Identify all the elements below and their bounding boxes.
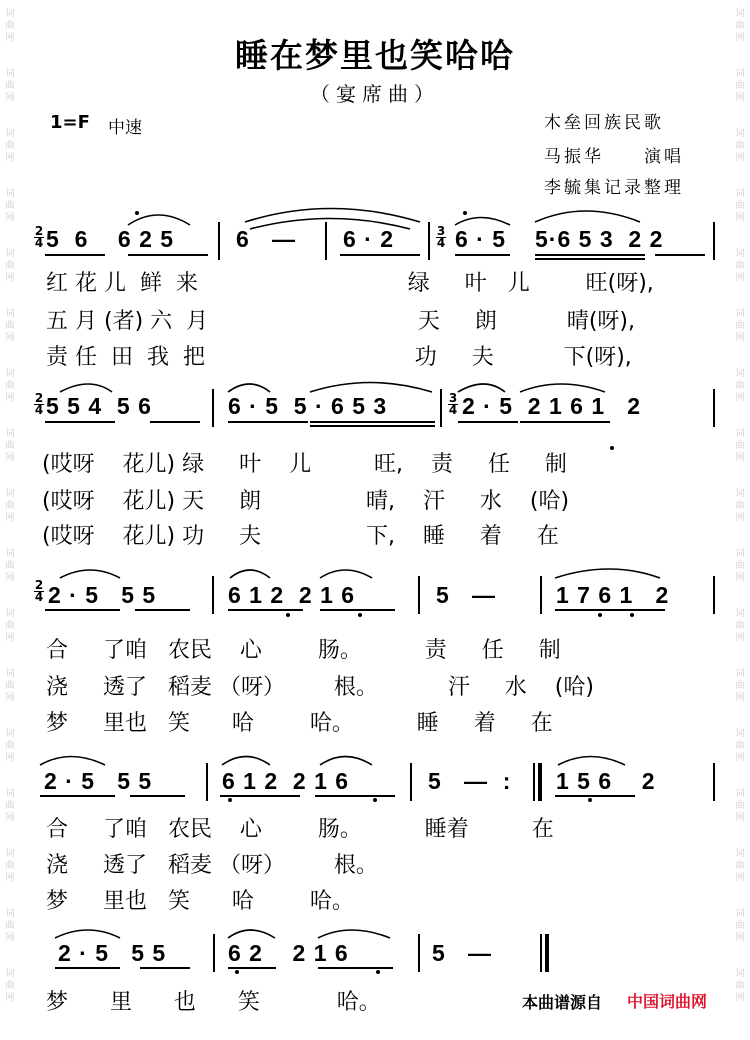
notes-measure: 6 2 2 1 6 [228,940,349,966]
barline [206,763,208,801]
watermark-glyph: 曲 [5,381,15,391]
slur [230,570,270,578]
key-signature: 1=F [50,112,90,133]
watermark-glyph: 曲 [735,201,745,211]
barline [213,934,215,972]
watermark-glyph: 曲 [735,21,745,31]
watermark-glyph: 曲 [735,801,745,811]
watermark-glyph: 曲 [5,81,15,91]
watermark-glyph: 网 [5,813,15,823]
beam [318,967,393,969]
lyric-line: 责 任 田 我 把 功 夫 下(呀), [46,345,632,370]
notes-measure: 5·6 5 3 2 2 [535,226,664,252]
watermark-glyph: 词 [735,849,745,859]
watermark-glyph: 网 [5,513,15,523]
watermark-glyph: 网 [735,693,745,703]
final-barline-thick [545,934,549,972]
repeat-barline [533,763,535,801]
time-signature: 3 4 [448,391,458,417]
lyric-line: 梦 里也 笑 哈 哈。 [46,889,354,914]
watermark-glyph: 词 [5,69,15,79]
watermark-glyph: 词 [5,549,15,559]
watermark-glyph: 曲 [5,321,15,331]
credit-origin: 木垒回族民歌 [544,113,664,133]
barline [325,222,327,260]
watermark-glyph: 词 [5,249,15,259]
slur [310,383,432,393]
watermark-glyph: 网 [735,153,745,163]
watermark-glyph: 曲 [5,21,15,31]
lyric-line: (哎呀 花儿) 天 朗 晴, 汗 水 (哈) [42,489,570,514]
octave-dot [463,211,467,215]
watermark-glyph: 网 [5,153,15,163]
watermark-glyph: 曲 [735,981,745,991]
beam [228,609,303,611]
barline [713,222,715,260]
barline [410,763,412,801]
watermark-glyph: 词 [735,609,745,619]
watermark-glyph: 曲 [735,261,745,271]
beam [40,795,115,797]
notes-measure: 6 1 2 2 1 6 [228,582,356,608]
watermark-glyph: 网 [5,453,15,463]
watermark-glyph: 词 [5,189,15,199]
watermark-glyph: 曲 [735,861,745,871]
beam [135,609,190,611]
octave-dot [588,798,592,802]
notes-measure: 1 5 6 2 [556,768,656,794]
watermark-glyph: 词 [5,729,15,739]
beam [655,254,705,256]
octave-dot [358,613,362,617]
slur [228,930,275,938]
octave-dot [610,446,614,450]
watermark-glyph: 曲 [735,561,745,571]
watermark-glyph: 网 [5,33,15,43]
slur [320,757,372,766]
watermark-glyph: 曲 [735,501,745,511]
barline [713,389,715,427]
watermark-glyph: 网 [5,993,15,1003]
barline [218,222,220,260]
watermark-glyph: 曲 [5,981,15,991]
slur [320,570,372,578]
watermark-glyph: 网 [5,573,15,583]
octave-dot [135,211,139,215]
notes-measure: 6 1 2 2 1 6 [222,768,350,794]
credit-transcriber: 李毓集记录整理 [544,178,684,198]
watermark-glyph: 词 [735,909,745,919]
slur [520,384,605,392]
barline [440,389,442,427]
watermark-glyph: 网 [5,933,15,943]
octave-dot [630,613,634,617]
lyric-line: (哎呀 花儿) 功 夫 下, 睡 着 在 [42,524,559,549]
watermark-glyph: 词 [735,969,745,979]
slur [60,384,112,392]
watermark-glyph: 词 [5,129,15,139]
lyric-line: 梦 里 也 笑 哈。 [46,990,381,1015]
lyric-line: 五 月 (者) 六 月 天 朗 晴(呀), [46,309,635,334]
beam [320,609,395,611]
beam [455,254,510,256]
notes-measure: 2 · 5 5 5 [44,768,153,794]
octave-dot [228,798,232,802]
beam [535,254,645,256]
slur [535,211,640,222]
notes-measure: 2 · 5 5 5 [58,940,167,966]
tempo-marking: 中速 [108,118,142,138]
watermark-glyph: 词 [5,609,15,619]
watermark-glyph: 词 [5,489,15,499]
time-signature: 2 4 [34,224,44,250]
notes-measure: 5 — : [428,768,512,794]
lyric-line: 合 了咱 农民 心 肠。 责 任 制 [46,638,561,663]
watermark-glyph: 网 [5,693,15,703]
watermark-glyph: 网 [5,633,15,643]
watermark-glyph: 词 [5,669,15,679]
watermark-glyph: 词 [5,789,15,799]
watermark-glyph: 曲 [5,261,15,271]
watermark-glyph: 网 [735,93,745,103]
watermark-glyph: 词 [5,369,15,379]
beam [45,421,115,423]
watermark-glyph: 网 [735,273,745,283]
watermark-glyph: 曲 [5,681,15,691]
notes-measure: 2 · 5 2 1 6 1 2 [462,393,642,419]
watermark-glyph: 词 [5,429,15,439]
lyric-line: 浇 透了 稻麦 （呀） 根。 [46,853,378,878]
watermark-glyph: 网 [735,213,745,223]
slur [555,569,660,578]
watermark-glyph: 网 [735,873,745,883]
notes-measure: 6 · 2 [343,226,395,252]
watermark-glyph: 曲 [5,561,15,571]
barline [212,576,214,614]
slur [245,209,420,223]
watermark-glyph: 网 [735,633,745,643]
notes-measure: 6 — [236,226,296,252]
lyric-line: (哎呀 花儿) 绿 叶 儿 旺, 责 任 制 [42,452,567,477]
slur [128,215,190,225]
watermark-glyph: 词 [735,369,745,379]
octave-dot [235,970,239,974]
watermark-glyph: 词 [735,549,745,559]
beam [315,795,395,797]
notes-measure: 6 · 5 5 · 6 5 3 [228,393,388,419]
beam [555,795,635,797]
watermark-glyph: 曲 [5,861,15,871]
notes-measure: 5 6 6 2 5 [46,226,175,252]
watermark-glyph: 词 [735,669,745,679]
credit-performer: 马振华 演唱 [544,147,684,167]
watermark-glyph: 曲 [735,681,745,691]
watermark-glyph: 曲 [5,921,15,931]
notes-measure: 5 5 4 5 6 [46,393,152,419]
time-signature: 3 4 [436,224,446,250]
watermark-glyph: 网 [5,333,15,343]
watermark-glyph: 网 [735,513,745,523]
watermark-glyph: 网 [5,213,15,223]
notes-measure: 6 · 5 [455,226,507,252]
beam [520,421,610,423]
song-title: 睡在梦里也笑哈哈 [235,36,515,75]
watermark-glyph: 网 [5,273,15,283]
lyric-line: 梦 里也 笑 哈 哈。 睡 着 在 [46,711,553,736]
beam [310,425,435,427]
barline [418,576,420,614]
beam [535,258,645,260]
notes-measure: 5 — [436,582,496,608]
watermark-glyph: 曲 [735,441,745,451]
watermark-glyph: 词 [735,789,745,799]
watermark-glyph: 词 [5,9,15,19]
watermark-glyph: 词 [5,309,15,319]
source-label: 本曲谱源自 [522,993,603,1012]
watermark-glyph: 词 [735,129,745,139]
slur [318,930,390,938]
song-subtitle: （宴席曲） [310,82,440,106]
watermark-glyph: 曲 [5,621,15,631]
time-signature: 2 4 [34,578,44,604]
watermark-glyph: 网 [735,993,745,1003]
beam [130,795,185,797]
watermark-glyph: 网 [735,393,745,403]
watermark-glyph: 曲 [735,141,745,151]
slur [558,757,625,766]
watermark-glyph: 词 [5,969,15,979]
watermark-glyph: 词 [735,429,745,439]
notes-measure: 1 7 6 1 2 [556,582,670,608]
site-name-link[interactable]: 中国词曲网 [627,992,708,1011]
watermark-glyph: 网 [735,813,745,823]
repeat-barline-thick [538,763,542,801]
barline [428,222,430,260]
watermark-glyph: 曲 [735,621,745,631]
watermark-glyph: 曲 [5,201,15,211]
slur [228,384,270,392]
beam [458,421,518,423]
beam [45,609,120,611]
lyric-line: 合 了咱 农民 心 肠。 睡着 在 [46,817,554,842]
octave-dot [286,613,290,617]
final-barline [540,934,542,972]
watermark-glyph: 词 [5,849,15,859]
watermark-glyph: 曲 [735,741,745,751]
beam [310,421,435,423]
barline [212,389,214,427]
watermark-glyph: 曲 [735,381,745,391]
watermark-glyph: 曲 [735,921,745,931]
beam [150,421,200,423]
watermark-glyph: 词 [5,909,15,919]
octave-dot [598,613,602,617]
slur [55,930,120,938]
watermark-glyph: 词 [735,729,745,739]
beam [340,254,420,256]
beam [220,795,300,797]
slur [60,570,120,578]
watermark-glyph: 词 [735,489,745,499]
notes-measure: 2 · 5 5 5 [48,582,157,608]
beam [228,967,276,969]
beam [228,421,308,423]
time-signature: 2 4 [34,391,44,417]
watermark-glyph: 网 [735,453,745,463]
slur [458,384,505,392]
watermark-glyph: 网 [735,333,745,343]
watermark-glyph: 网 [735,33,745,43]
watermark-glyph: 曲 [735,81,745,91]
watermark-glyph: 网 [735,933,745,943]
beam [55,967,120,969]
barline [713,763,715,801]
watermark-glyph: 词 [735,9,745,19]
watermark-glyph: 词 [735,309,745,319]
slur [222,757,270,766]
barline [713,576,715,614]
watermark-glyph: 曲 [5,441,15,451]
beam [555,609,665,611]
watermark-glyph: 曲 [5,801,15,811]
watermark-glyph: 曲 [735,321,745,331]
watermark-glyph: 网 [735,753,745,763]
lyric-line: 红 花 儿 鲜 来 绿 叶 儿 旺(呀), [46,271,654,296]
watermark-glyph: 词 [735,249,745,259]
octave-dot [376,970,380,974]
watermark-glyph: 网 [5,93,15,103]
beam [128,254,208,256]
beam [45,254,105,256]
watermark-glyph: 曲 [5,741,15,751]
watermark-glyph: 网 [735,573,745,583]
barline [540,576,542,614]
slur [455,218,510,226]
slur [40,757,105,766]
watermark-glyph: 曲 [5,501,15,511]
watermark-glyph: 网 [5,393,15,403]
watermark-glyph: 网 [5,873,15,883]
watermark-glyph: 曲 [5,141,15,151]
notes-measure: 5 — [432,940,492,966]
barline [418,934,420,972]
watermark-glyph: 词 [735,189,745,199]
lyric-line: 浇 透了 稻麦 （呀） 根。 汗 水 (哈) [46,675,594,700]
beam [140,967,190,969]
octave-dot [373,798,377,802]
watermark-glyph: 网 [5,753,15,763]
watermark-glyph: 词 [735,69,745,79]
